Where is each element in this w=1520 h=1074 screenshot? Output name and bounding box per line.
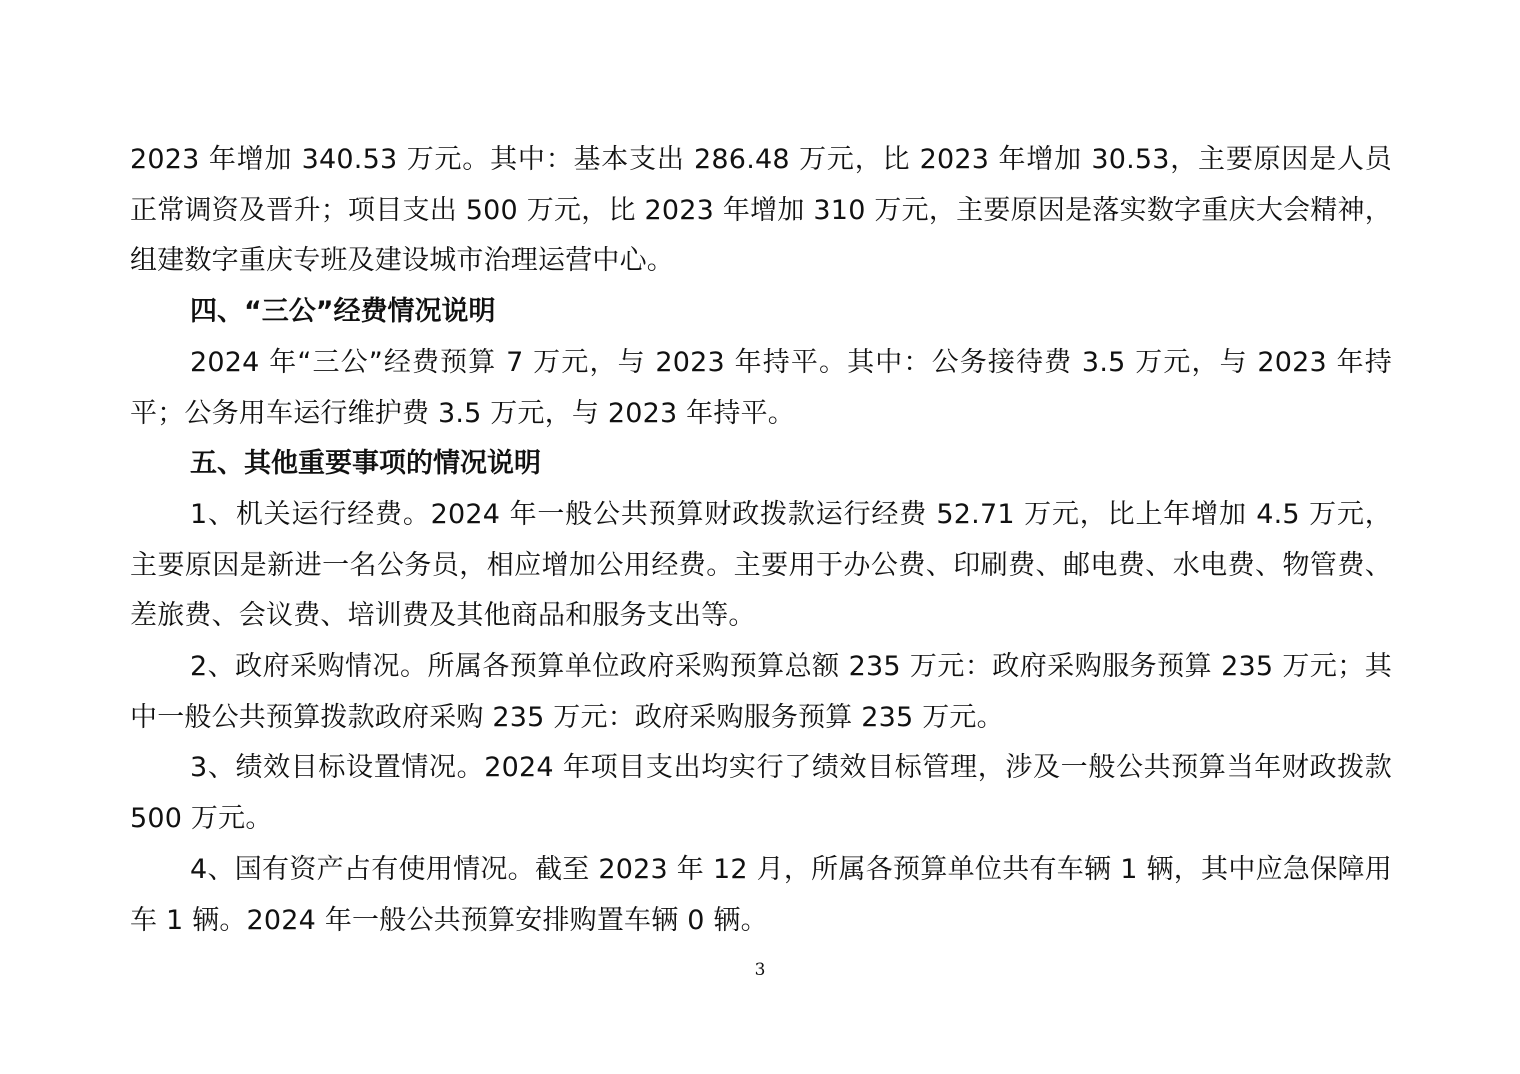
paragraph-government-procurement: 2、政府采购情况。所属各预算单位政府采购预算总额 235 万元：政府采购服务预算 235 万元；其中一般公共预算拨款政府采购 235 万元：政府采购服务预算 235 万元。 — [130, 651, 1392, 733]
paragraph-operating-funds: 1、机关运行经费。2024 年一般公共预算财政拨款运行经费 52.71 万元，比上年增加 4.5 万元，主要原因是新进一名公务员，相应增加公用经费。主要用于办公费、印刷费、邮电费、水电费、物管费、差旅费、会议费、培训费及其他商品和服务支出等。 — [130, 498, 1392, 632]
section-heading-three-public: 四、“三公”经费情况说明 — [190, 296, 496, 328]
paragraph-performance-targets: 3、绩效目标设置情况。2024 年项目支出均实行了绩效目标管理，涉及一般公共预算当年财政拨款 500 万元。 — [130, 752, 1392, 835]
paragraph-three-public-budget: 2024 年“三公”经费预算 7 万元，与 2023 年持平。其中：公务接待费 3.5 万元，与 2023 年持平；公务用车运行维护费 3.5 万元，与 2023 年持平。 — [130, 346, 1392, 429]
paragraph-state-assets: 4、国有资产占有使用情况。截至 2023 年 12 月，所属各预算单位共有车辆 1 辆，其中应急保障用车 1 辆。2024 年一般公共预算安排购置车辆 0 辆。 — [130, 853, 1392, 936]
section-heading-other-matters: 五、其他重要事项的情况说明 — [190, 448, 541, 480]
document-body — [130, 135, 1392, 946]
paragraph-budget-increase: 2023 年增加 340.53 万元。其中：基本支出 286.48 万元，比 2023 年增加 30.53，主要原因是人员正常调资及晋升；项目支出 500 万元，比 2023 年增加 310 万元，主要原因是落实数字重庆大会精神，组建数字重庆专班及建设城市治理运营中心。 — [130, 144, 1392, 277]
page-number: 3 — [754, 960, 766, 980]
